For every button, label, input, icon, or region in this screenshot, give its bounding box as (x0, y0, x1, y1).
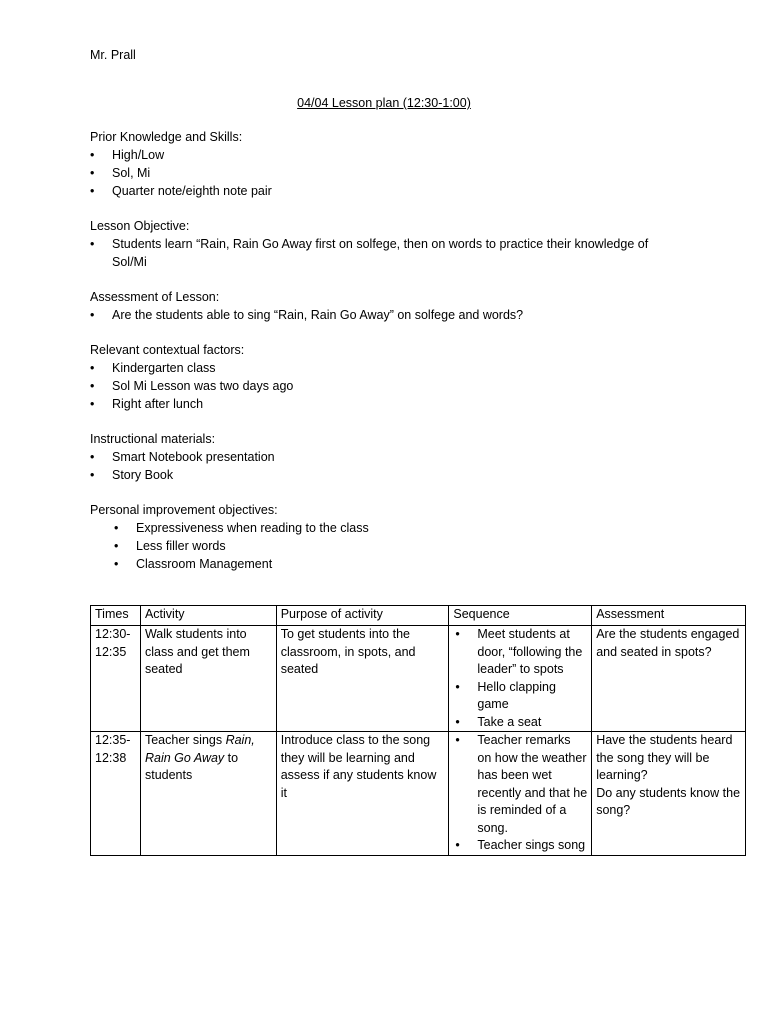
column-header-times: Times (91, 606, 141, 626)
section-personal-improvement (90, 501, 690, 573)
sequence-list (453, 732, 587, 855)
bullet-list (90, 519, 690, 573)
sequence-step: • Take a seat (453, 714, 587, 732)
cell-time: 12:30-12:35 (91, 626, 141, 732)
lesson-plan-table (90, 605, 746, 856)
activity-text: Walk students into class and get them seated (144, 627, 250, 676)
list-item: • Kindergarten class (90, 359, 690, 377)
table-header-row (91, 606, 746, 626)
section-prior-knowledge (90, 128, 690, 200)
list-item: • Smart Notebook presentation (90, 448, 690, 466)
bullet-list (90, 306, 690, 324)
section-heading: Lesson Objective: (90, 219, 190, 233)
column-header-assessment: Assessment (592, 606, 746, 626)
table-row (91, 732, 746, 856)
column-header-activity: Activity (140, 606, 276, 626)
sequence-list (453, 626, 587, 731)
activity-text: Teacher sings (144, 733, 226, 747)
section-heading: Personal improvement objectives: (90, 503, 278, 517)
section-assessment (90, 288, 690, 324)
document-title: 04/04 Lesson plan (12:30-1:00) (297, 96, 471, 110)
section-heading: Instructional materials: (90, 432, 216, 446)
list-item: • Quarter note/eighth note pair (90, 182, 690, 200)
section-instructional-materials (90, 430, 690, 484)
cell-activity (140, 626, 276, 732)
section-heading: Assessment of Lesson: (90, 290, 220, 304)
list-item: • Are the students able to sing “Rain, Rain Go Away” on solfege and words? (90, 306, 690, 324)
list-item: • Right after lunch (90, 395, 690, 413)
list-item: • Expressiveness when reading to the class (90, 519, 690, 537)
bullet-list (90, 359, 690, 413)
bullet-list (90, 146, 690, 200)
list-item: • High/Low (90, 146, 690, 164)
column-header-purpose: Purpose of activity (276, 606, 449, 626)
cell-purpose: To get students into the classroom, in spots, and seated (276, 626, 449, 732)
activity-text-end: to students (144, 750, 239, 782)
sequence-step: • Meet students at door, “following the leader” to spots (453, 626, 587, 679)
list-item: • Sol, Mi (90, 164, 690, 182)
activity-song-title: Rain, Rain Go Away (144, 733, 255, 765)
cell-assessment: Have the students heard the song they will be learning? Do any students know the song? (592, 732, 746, 856)
section-lesson-objective (90, 217, 670, 271)
bullet-list (90, 235, 670, 271)
section-contextual-factors (90, 341, 690, 413)
cell-assessment: Are the students engaged and seated in spots? (592, 626, 746, 732)
cell-purpose: Introduce class to the song they will be learning and assess if any students know it (276, 732, 449, 856)
sequence-step: • Teacher remarks on how the weather has been wet recently and that he is reminded of a song. (453, 732, 587, 837)
list-item: • Less filler words (90, 537, 690, 555)
list-item: • Story Book (90, 466, 690, 484)
cell-activity (140, 732, 276, 856)
list-item: • Students learn “Rain, Rain Go Away first on solfege, then on words to practice their knowledge of Sol/Mi (90, 235, 670, 271)
sequence-step: • Teacher sings song (453, 837, 587, 855)
section-heading: Relevant contextual factors: (90, 343, 245, 357)
list-item: • Classroom Management (90, 555, 690, 573)
table-row (91, 626, 746, 732)
bullet-list (90, 448, 690, 484)
cell-sequence (449, 626, 592, 732)
cell-sequence (449, 732, 592, 856)
list-item: • Sol Mi Lesson was two days ago (90, 377, 690, 395)
author-name: Mr. Prall (90, 48, 136, 62)
section-heading: Prior Knowledge and Skills: (90, 130, 243, 144)
sequence-step: • Hello clapping game (453, 679, 587, 714)
cell-time: 12:35-12:38 (91, 732, 141, 856)
column-header-sequence: Sequence (449, 606, 592, 626)
